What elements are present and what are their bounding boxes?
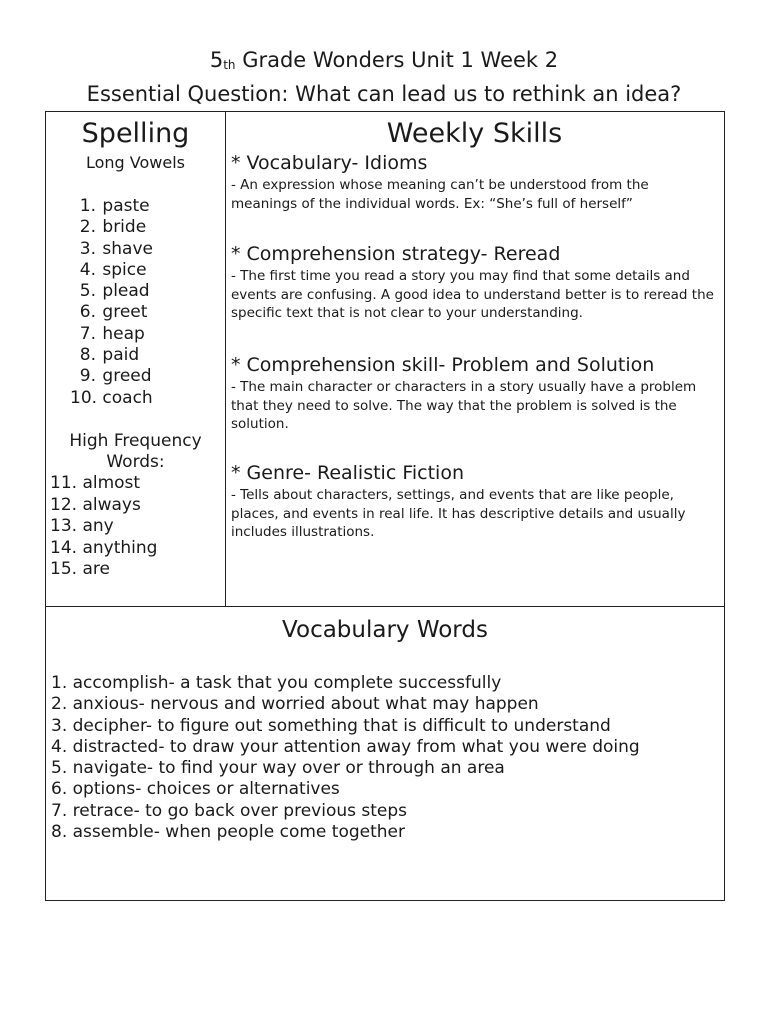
vocabulary-item: 6. options- choices or alternatives — [51, 779, 340, 800]
high-frequency-heading: High Frequency Words: — [69, 431, 202, 472]
grade-ordinal: th — [223, 58, 236, 72]
spelling-word: 9. greed — [79, 366, 152, 387]
spelling-word: 7. heap — [79, 323, 145, 344]
spelling-word: 10. coach — [70, 387, 153, 408]
skill-heading: * Vocabulary- Idioms — [231, 152, 428, 174]
title-text: Grade Wonders Unit 1 Week 2 — [235, 48, 559, 72]
spelling-word: 6. greet — [79, 302, 148, 323]
vocabulary-heading: Vocabulary Words — [282, 617, 488, 643]
skill-description: - An expression whose meaning can’t be understood from the meanings of the individual words. Ex: “She’s full of herself” — [231, 177, 649, 212]
vocabulary-item: 3. decipher- to figure out something that is difficult to understand — [51, 715, 611, 736]
vocabulary-item: 8. assemble- when people come together — [51, 822, 406, 843]
high-frequency-word: 15. are — [50, 559, 110, 579]
skill-heading: * Comprehension strategy- Reread — [231, 243, 561, 265]
row-divider — [45, 606, 724, 607]
high-frequency-word: 11. almost — [50, 473, 141, 493]
skill-heading: * Genre- Realistic Fiction — [231, 462, 464, 484]
skill-description: - The main character or characters in a story usually have a problem that they need to solve. The way that the problem is solved is the solution. — [231, 379, 697, 432]
grade-number: 5 — [209, 48, 224, 72]
vocabulary-item: 5. navigate- to find your way over or through an area — [51, 758, 505, 779]
vocabulary-item: 2. anxious- nervous and worried about what may happen — [51, 694, 539, 715]
skill-vocabulary — [231, 151, 716, 213]
vocabulary-list — [51, 673, 640, 843]
spelling-word: 1. paste — [79, 196, 150, 216]
skill-heading: * Comprehension skill- Problem and Solution — [231, 354, 655, 376]
vocabulary-item: 4. distracted- to draw your attention away from what you were doing — [51, 736, 640, 757]
vocabulary-item: 7. retrace- to go back over previous steps — [51, 800, 408, 821]
skill-comprehension-skill — [231, 353, 716, 434]
high-frequency-word: 13. any — [50, 516, 114, 536]
spelling-word: 3. shave — [79, 238, 153, 259]
high-frequency-list — [50, 473, 157, 581]
essential-question: Essential Question: What can lead us to rethink an idea? — [86, 82, 682, 106]
vocabulary-item: 1. accomplish- a task that you complete successfully — [51, 673, 502, 693]
skill-description: - The first time you read a story you may find that some details and events are confusing. A good idea to understand better is to reread the specific text that is not clear to your understanding. — [231, 268, 714, 321]
skill-comprehension-strategy — [231, 242, 716, 323]
skill-description: - Tells about characters, settings, and events that are like people, places, and events in real life. It has descriptive details and usually includes illustrations. — [231, 487, 686, 540]
column-divider — [225, 111, 226, 606]
spelling-word-list — [70, 196, 153, 409]
spelling-subheading: Long Vowels — [85, 153, 185, 172]
weekly-skills-heading: Weekly Skills — [386, 118, 563, 149]
spelling-heading: Spelling — [81, 118, 190, 149]
skill-genre — [231, 461, 716, 542]
spelling-word: 2. bride — [79, 217, 147, 238]
spelling-word: 4. spice — [79, 259, 147, 280]
spelling-word: 5. plead — [79, 281, 150, 302]
high-frequency-word: 12. always — [50, 494, 141, 515]
spelling-word: 8. paid — [79, 345, 140, 366]
page-title — [0, 46, 768, 77]
high-frequency-word: 14. anything — [50, 537, 158, 558]
